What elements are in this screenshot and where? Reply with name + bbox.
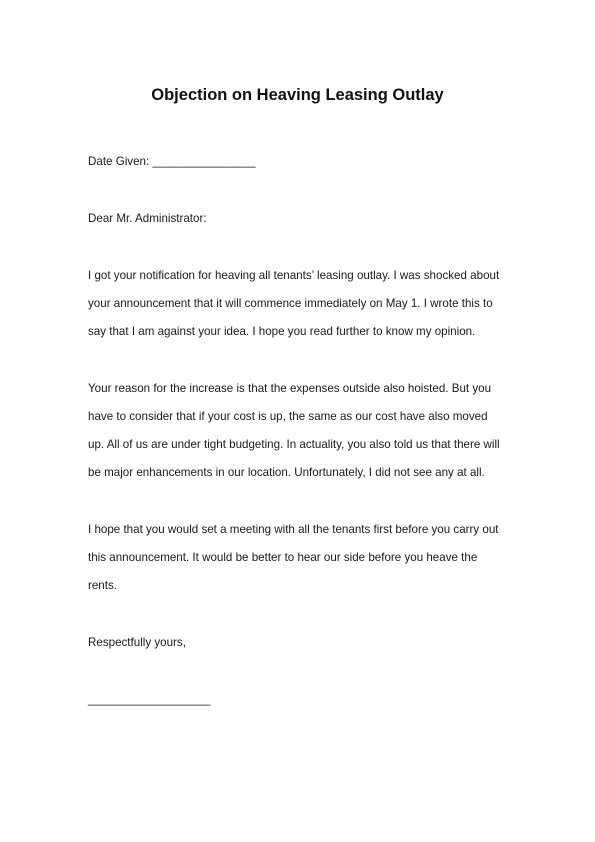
- date-given-line: Date Given: ________________: [88, 155, 256, 168]
- paragraph-2-line-2: have to consider that if your cost is up, the same as our cost have also moved: [88, 410, 488, 423]
- paragraph-3-line-2: this announcement. It would be better to hear our side before you heave the: [88, 551, 478, 564]
- document-title: Objection on Heaving Leasing Outlay: [151, 86, 444, 104]
- paragraph-1-line-2: your announcement that it will commence immediately on May 1. I wrote this to: [88, 297, 493, 310]
- paragraph-3-line-1: I hope that you would set a meeting with all the tenants first before you carry out: [88, 523, 499, 536]
- signature-line: ___________________: [88, 693, 211, 706]
- paragraph-3-line-3: rents.: [88, 579, 117, 592]
- paragraph-2-line-1: Your reason for the increase is that the expenses outside also hoisted. But you: [88, 382, 492, 395]
- closing-line: Respectfully yours,: [88, 636, 186, 649]
- paragraph-2-line-3: up. All of us are under tight budgeting. In actuality, you also told us that there will: [88, 438, 500, 451]
- paragraph-2-line-4: be major enhancements in our location. Unfortunately, I did not see any at all.: [88, 466, 485, 479]
- salutation: Dear Mr. Administrator:: [88, 212, 207, 225]
- paragraph-1-line-1: I got your notification for heaving all tenants’ leasing outlay. I was shocked about: [88, 269, 500, 282]
- paragraph-1-line-3: say that I am against your idea. I hope you read further to know my opinion.: [88, 325, 476, 338]
